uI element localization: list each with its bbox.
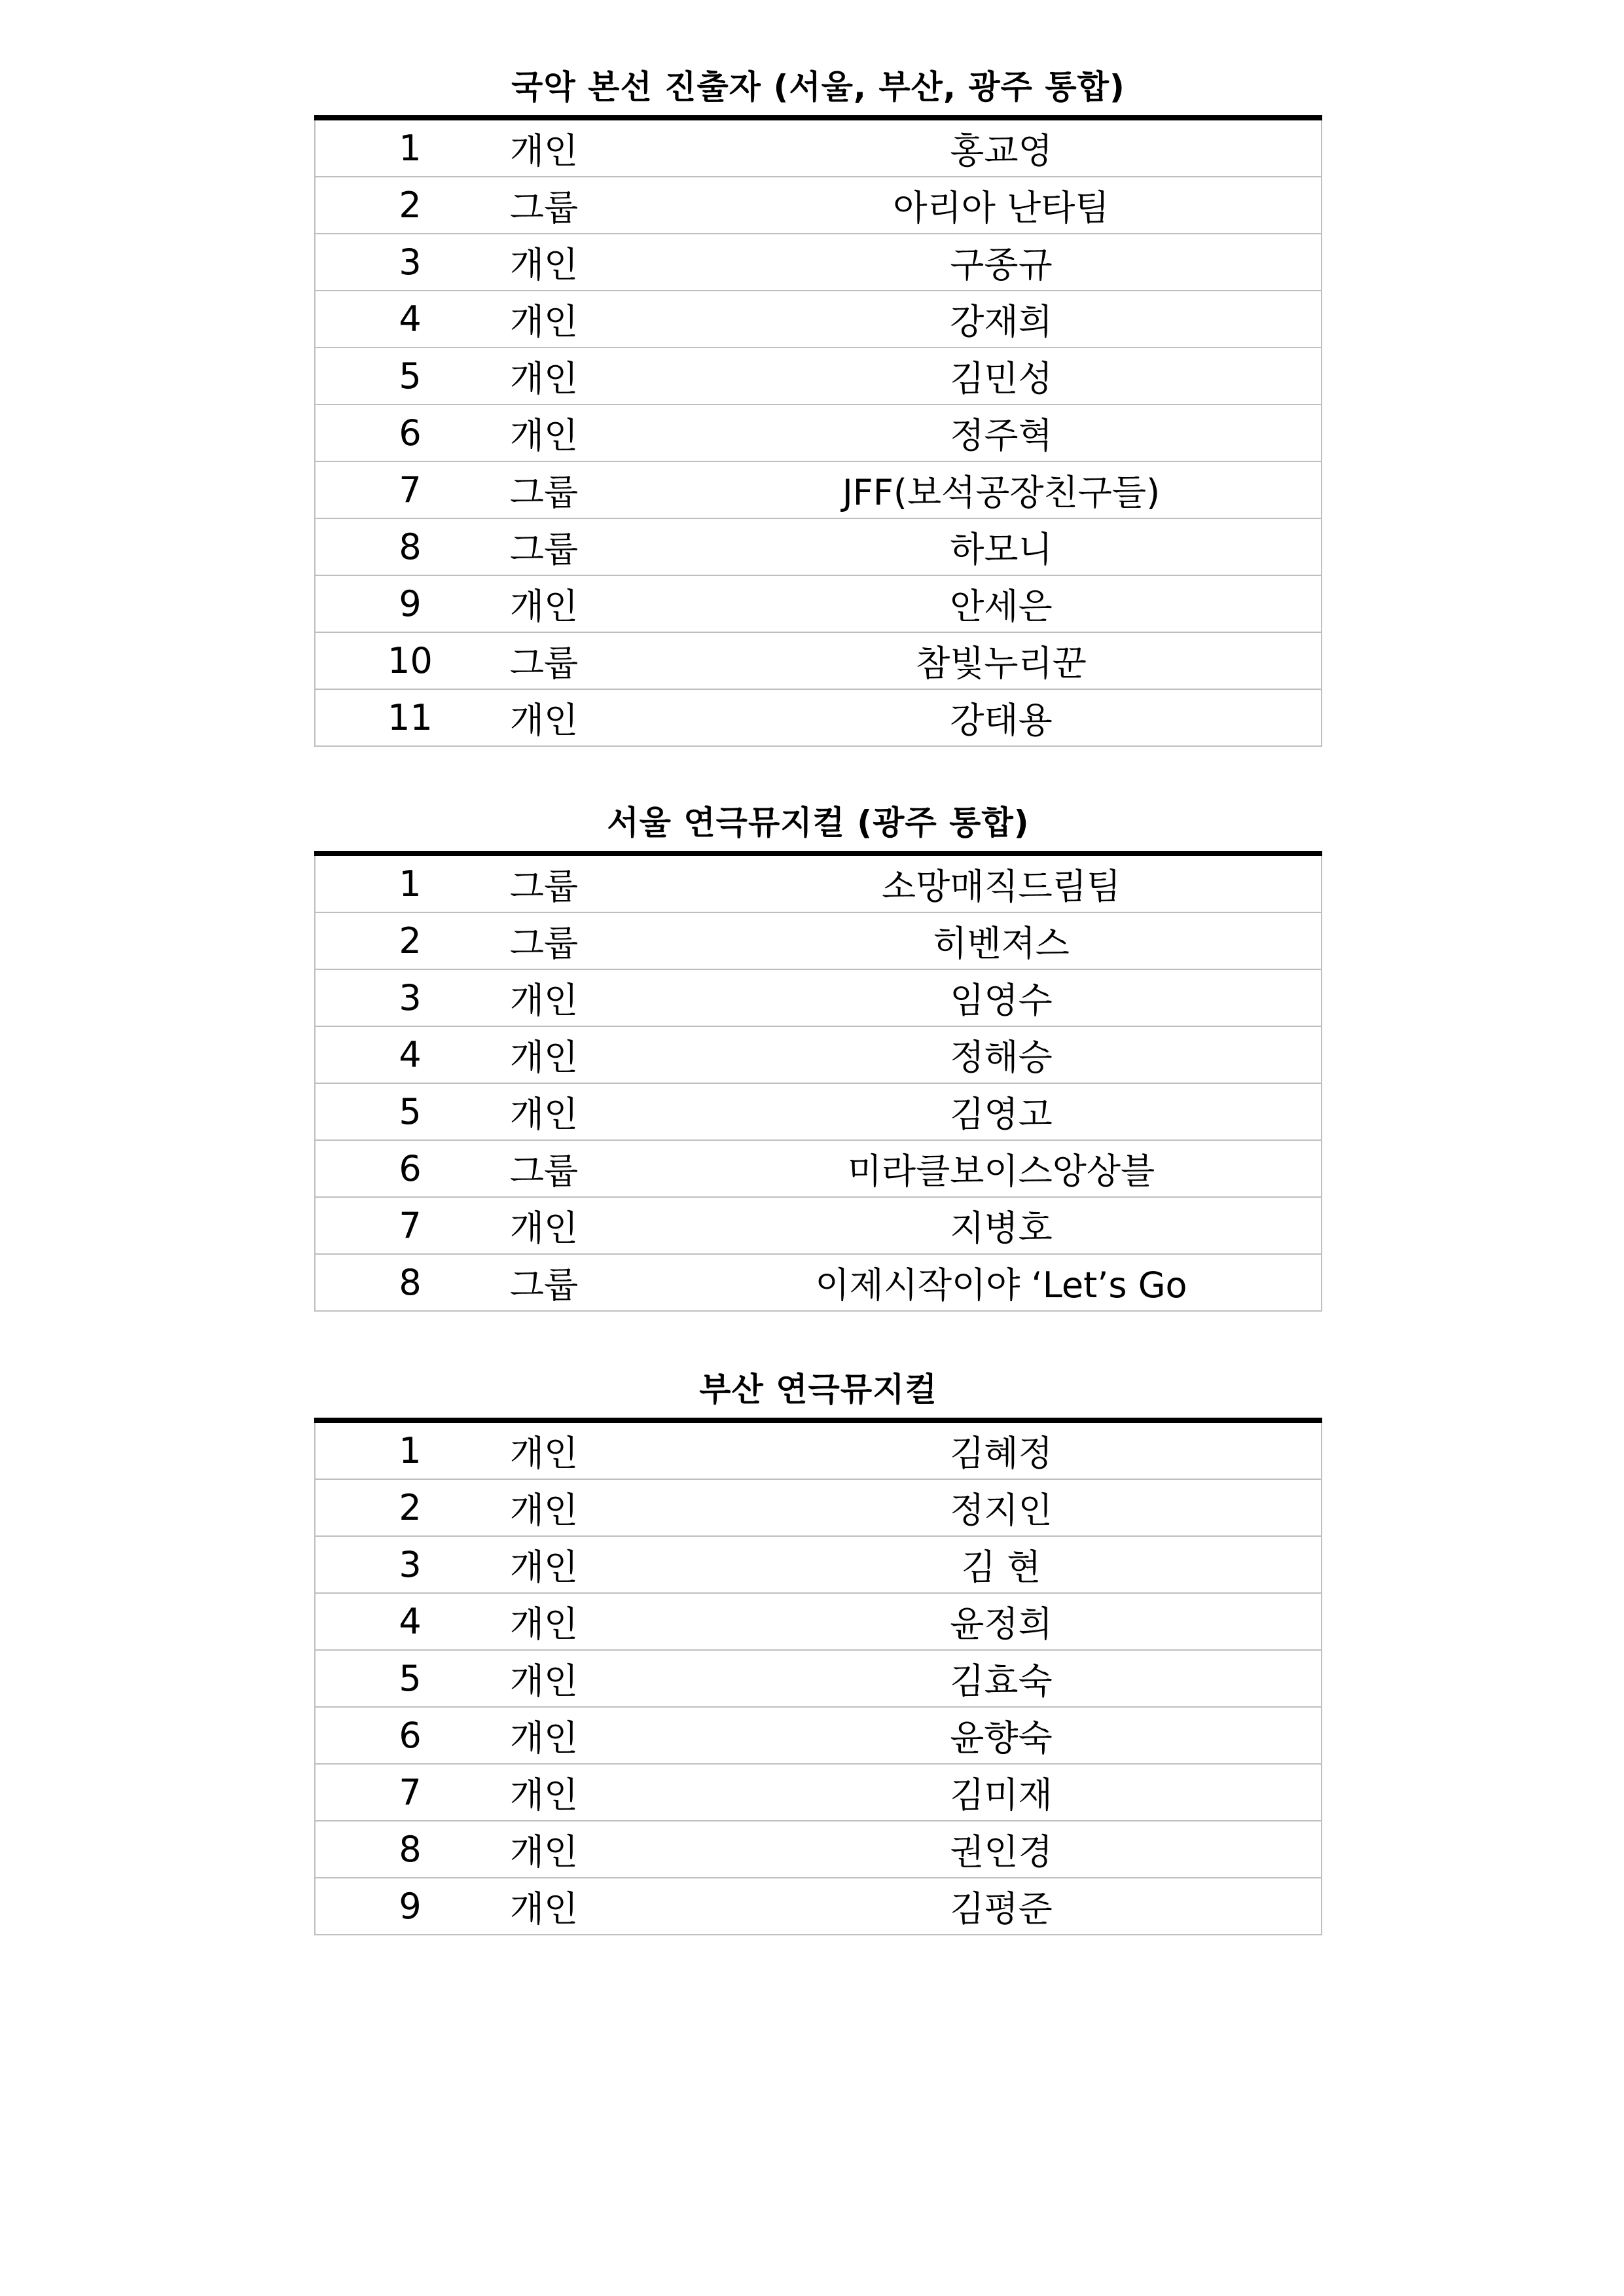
row-type: 개인 bbox=[505, 1479, 583, 1536]
row-type: 개인 bbox=[505, 969, 583, 1026]
row-name: 히벤져스 bbox=[583, 912, 1322, 969]
table-row bbox=[315, 518, 1322, 575]
row-number: 10 bbox=[315, 632, 505, 689]
row-name: 김 현 bbox=[583, 1536, 1322, 1593]
row-name: 강재희 bbox=[583, 291, 1322, 348]
row-number: 6 bbox=[315, 1707, 505, 1764]
row-type: 개인 bbox=[505, 120, 583, 177]
row-type: 그룹 bbox=[505, 177, 583, 234]
row-number: 7 bbox=[315, 461, 505, 518]
section-seoul-theater-musical bbox=[314, 795, 1322, 1312]
row-name: 하모니 bbox=[583, 518, 1322, 575]
row-name: 정해승 bbox=[583, 1026, 1322, 1083]
table-row bbox=[315, 461, 1322, 518]
row-number: 1 bbox=[315, 856, 505, 912]
row-type: 개인 bbox=[505, 689, 583, 746]
table-row bbox=[315, 404, 1322, 461]
roster-table bbox=[314, 120, 1322, 747]
table-row bbox=[315, 1026, 1322, 1083]
row-name: 정주혁 bbox=[583, 404, 1322, 461]
row-type: 개인 bbox=[505, 234, 583, 291]
row-name: 강태용 bbox=[583, 689, 1322, 746]
row-name: 홍교영 bbox=[583, 120, 1322, 177]
table-row bbox=[315, 1878, 1322, 1935]
row-number: 4 bbox=[315, 1593, 505, 1650]
table-row bbox=[315, 1254, 1322, 1311]
table-row bbox=[315, 120, 1322, 177]
table-row bbox=[315, 1821, 1322, 1878]
table-row bbox=[315, 1140, 1322, 1197]
row-name: 안세은 bbox=[583, 575, 1322, 632]
row-type: 개인 bbox=[505, 1650, 583, 1707]
row-number: 7 bbox=[315, 1764, 505, 1821]
row-number: 4 bbox=[315, 1026, 505, 1083]
table-row bbox=[315, 912, 1322, 969]
row-name: 김민성 bbox=[583, 348, 1322, 404]
row-number: 2 bbox=[315, 177, 505, 234]
row-type: 개인 bbox=[505, 1764, 583, 1821]
row-number: 1 bbox=[315, 120, 505, 177]
row-type: 개인 bbox=[505, 575, 583, 632]
row-number: 9 bbox=[315, 575, 505, 632]
section-busan-theater-musical bbox=[314, 1361, 1322, 1935]
table-row bbox=[315, 1197, 1322, 1254]
row-type: 개인 bbox=[505, 1707, 583, 1764]
row-number: 1 bbox=[315, 1423, 505, 1479]
row-number: 6 bbox=[315, 1140, 505, 1197]
row-name: 김혜정 bbox=[583, 1423, 1322, 1479]
row-name: 권인경 bbox=[583, 1821, 1322, 1878]
row-type: 그룹 bbox=[505, 632, 583, 689]
row-number: 3 bbox=[315, 1536, 505, 1593]
roster-table bbox=[314, 856, 1322, 1312]
row-number: 2 bbox=[315, 1479, 505, 1536]
row-type: 개인 bbox=[505, 1878, 583, 1935]
table-row bbox=[315, 1764, 1322, 1821]
title-underline bbox=[314, 115, 1322, 120]
row-number: 5 bbox=[315, 1650, 505, 1707]
row-type: 개인 bbox=[505, 1593, 583, 1650]
row-number: 9 bbox=[315, 1878, 505, 1935]
row-type: 그룹 bbox=[505, 518, 583, 575]
row-name: 김효숙 bbox=[583, 1650, 1322, 1707]
row-type: 개인 bbox=[505, 1083, 583, 1140]
title-underline bbox=[314, 851, 1322, 856]
section-title: 국악 본선 진출자 (서울, 부산, 광주 통합) bbox=[511, 68, 1125, 106]
row-number: 4 bbox=[315, 291, 505, 348]
table-row bbox=[315, 177, 1322, 234]
row-type: 그룹 bbox=[505, 856, 583, 912]
table-row bbox=[315, 1479, 1322, 1536]
table-row bbox=[315, 689, 1322, 746]
row-name: 이제시작이야 ‘Let’s Go bbox=[583, 1254, 1322, 1311]
table-row bbox=[315, 1593, 1322, 1650]
row-type: 개인 bbox=[505, 348, 583, 404]
row-name: 미라클보이스앙상블 bbox=[583, 1140, 1322, 1197]
row-number: 5 bbox=[315, 348, 505, 404]
table-row bbox=[315, 1707, 1322, 1764]
table-row bbox=[315, 969, 1322, 1026]
row-type: 그룹 bbox=[505, 461, 583, 518]
row-name: 지병호 bbox=[583, 1197, 1322, 1254]
title-underline bbox=[314, 1418, 1322, 1423]
table-row bbox=[315, 856, 1322, 912]
table-row bbox=[315, 575, 1322, 632]
table-row bbox=[315, 1650, 1322, 1707]
row-name: 참빛누리꾼 bbox=[583, 632, 1322, 689]
row-number: 7 bbox=[315, 1197, 505, 1254]
table-row bbox=[315, 291, 1322, 348]
table-row bbox=[315, 1083, 1322, 1140]
row-name: 아리아 난타팀 bbox=[583, 177, 1322, 234]
row-number: 5 bbox=[315, 1083, 505, 1140]
table-row bbox=[315, 1536, 1322, 1593]
row-number: 8 bbox=[315, 518, 505, 575]
row-type: 개인 bbox=[505, 1197, 583, 1254]
row-name: 소망매직드림팀 bbox=[583, 856, 1322, 912]
table-row bbox=[315, 1423, 1322, 1479]
row-type: 개인 bbox=[505, 404, 583, 461]
row-number: 2 bbox=[315, 912, 505, 969]
row-number: 8 bbox=[315, 1821, 505, 1878]
row-type: 그룹 bbox=[505, 912, 583, 969]
row-number: 6 bbox=[315, 404, 505, 461]
section-title: 부산 연극뮤지컬 bbox=[699, 1371, 937, 1408]
row-type: 개인 bbox=[505, 1423, 583, 1479]
table-row bbox=[315, 234, 1322, 291]
row-name: 김평준 bbox=[583, 1878, 1322, 1935]
row-type: 그룹 bbox=[505, 1140, 583, 1197]
section-gugak-finalists bbox=[314, 59, 1322, 747]
row-number: 11 bbox=[315, 689, 505, 746]
row-name: JFF(보석공장친구들) bbox=[583, 461, 1322, 518]
row-number: 3 bbox=[315, 969, 505, 1026]
table-row bbox=[315, 348, 1322, 404]
row-name: 김영고 bbox=[583, 1083, 1322, 1140]
row-type: 개인 bbox=[505, 1026, 583, 1083]
row-type: 개인 bbox=[505, 1536, 583, 1593]
row-name: 윤향숙 bbox=[583, 1707, 1322, 1764]
row-name: 윤정희 bbox=[583, 1593, 1322, 1650]
row-type: 개인 bbox=[505, 291, 583, 348]
row-name: 임영수 bbox=[583, 969, 1322, 1026]
row-type: 그룹 bbox=[505, 1254, 583, 1311]
row-number: 3 bbox=[315, 234, 505, 291]
row-name: 김미재 bbox=[583, 1764, 1322, 1821]
row-name: 정지인 bbox=[583, 1479, 1322, 1536]
row-name: 구종규 bbox=[583, 234, 1322, 291]
row-number: 8 bbox=[315, 1254, 505, 1311]
section-title: 서울 연극뮤지컬 (광주 통합) bbox=[607, 804, 1030, 842]
roster-table bbox=[314, 1423, 1322, 1935]
table-row bbox=[315, 632, 1322, 689]
row-type: 개인 bbox=[505, 1821, 583, 1878]
